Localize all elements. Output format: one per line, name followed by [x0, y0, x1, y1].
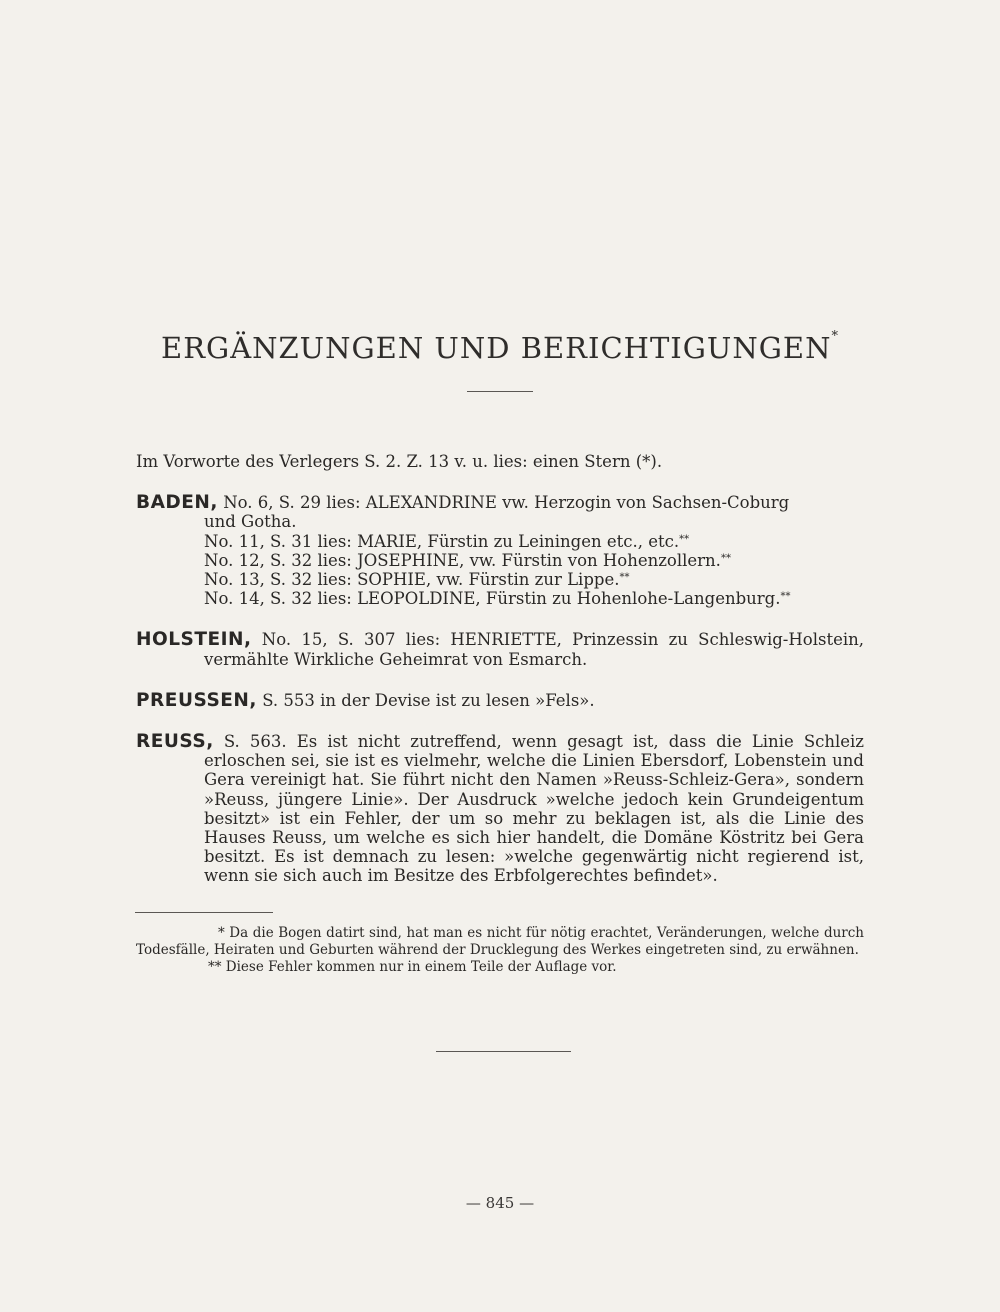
entry-head-baden: BADEN,	[136, 492, 218, 514]
title-footnote-mark: *	[831, 329, 839, 345]
baden-line-4: No. 12, S. 32 lies: JOSEPHINE, vw. Fürstin von Hohenzollern.**	[204, 550, 731, 570]
entry-preussen: PREUSSEN, S. 553 in der Devise ist zu lesen »Fels».	[136, 689, 595, 711]
entry-head-reuss: REUSS,	[136, 731, 214, 753]
entry-head-preussen: PREUSSEN,	[136, 689, 257, 711]
footnote-1: * Da die Bogen datirt sind, hat man es nicht für nötig erachtet, Veränderungen, welche durch Todesfälle, Heiraten und Geburten während der Drucklegung des Werkes eingetreten sind, zu erwähnen.	[136, 925, 864, 958]
baden-line-5: No. 13, S. 32 lies: SOPHIE, vw. Fürstin zur Lippe.**	[204, 570, 630, 590]
baden-line-1: BADEN, No. 6, S. 29 lies: ALEXANDRINE vw. Herzogin von Sachsen-Coburg	[136, 492, 790, 514]
main-text	[136, 452, 864, 908]
entry-head-holstein: HOLSTEIN,	[136, 629, 252, 651]
baden-line-6: No. 14, S. 32 lies: LEOPOLDINE, Fürstin zu Hohenlohe-Langenburg.**	[204, 589, 791, 609]
entry-reuss: REUSS, S. 563. Es ist nicht zutreffend, wenn gesagt ist, dass die Linie Schleiz erloschen sei, sie ist es vielmehr, welche die Linien Ebersdorf, Lobenstein und Gera vereinigt hat. Sie führt nicht den Namen »Reuss-Schleiz-Gera», sondern »Reuss, jüngere Linie». Der Ausdruck »welche jedoch kein Grundeigentum besitzt» ist ein Fehler, der um so mehr zu beklagen ist, als die Linie des Hauses Reuss, um welche es sich hier handelt, die Domäne Köstritz bei Gera besitzt. Es ist demnach zu lesen: »welche gegenwärtig nicht regierend ist, wenn sie sich auch im Besitze des Erbfolgerechtes befindet».	[136, 731, 864, 886]
title-divider	[467, 391, 533, 392]
entry-holstein: HOLSTEIN, No. 15, S. 307 lies: HENRIETTE, Prinzessin zu Schleswig-Holstein, vermählte Wirkliche Geheimrat von Esmarch.	[136, 629, 864, 669]
baden-line-2: und Gotha.	[204, 512, 297, 532]
closing-divider	[436, 1051, 571, 1052]
footnote-2: ** Diese Fehler kommen nur in einem Teile der Auflage vor.	[208, 959, 617, 975]
page-title: ERGÄNZUNGEN UND BERICHTIGUNGEN*	[161, 329, 839, 366]
baden-line-3: No. 11, S. 31 lies: MARIE, Fürstin zu Leiningen etc., etc.**	[204, 531, 690, 551]
intro-paragraph: Im Vorworte des Verlegers S. 2. Z. 13 v. u. lies: einen Stern (*).	[136, 452, 663, 471]
footnotes	[136, 925, 864, 976]
entry-baden	[136, 493, 864, 608]
page-number: — 845 —	[465, 1194, 535, 1212]
footnote-divider	[135, 912, 273, 913]
